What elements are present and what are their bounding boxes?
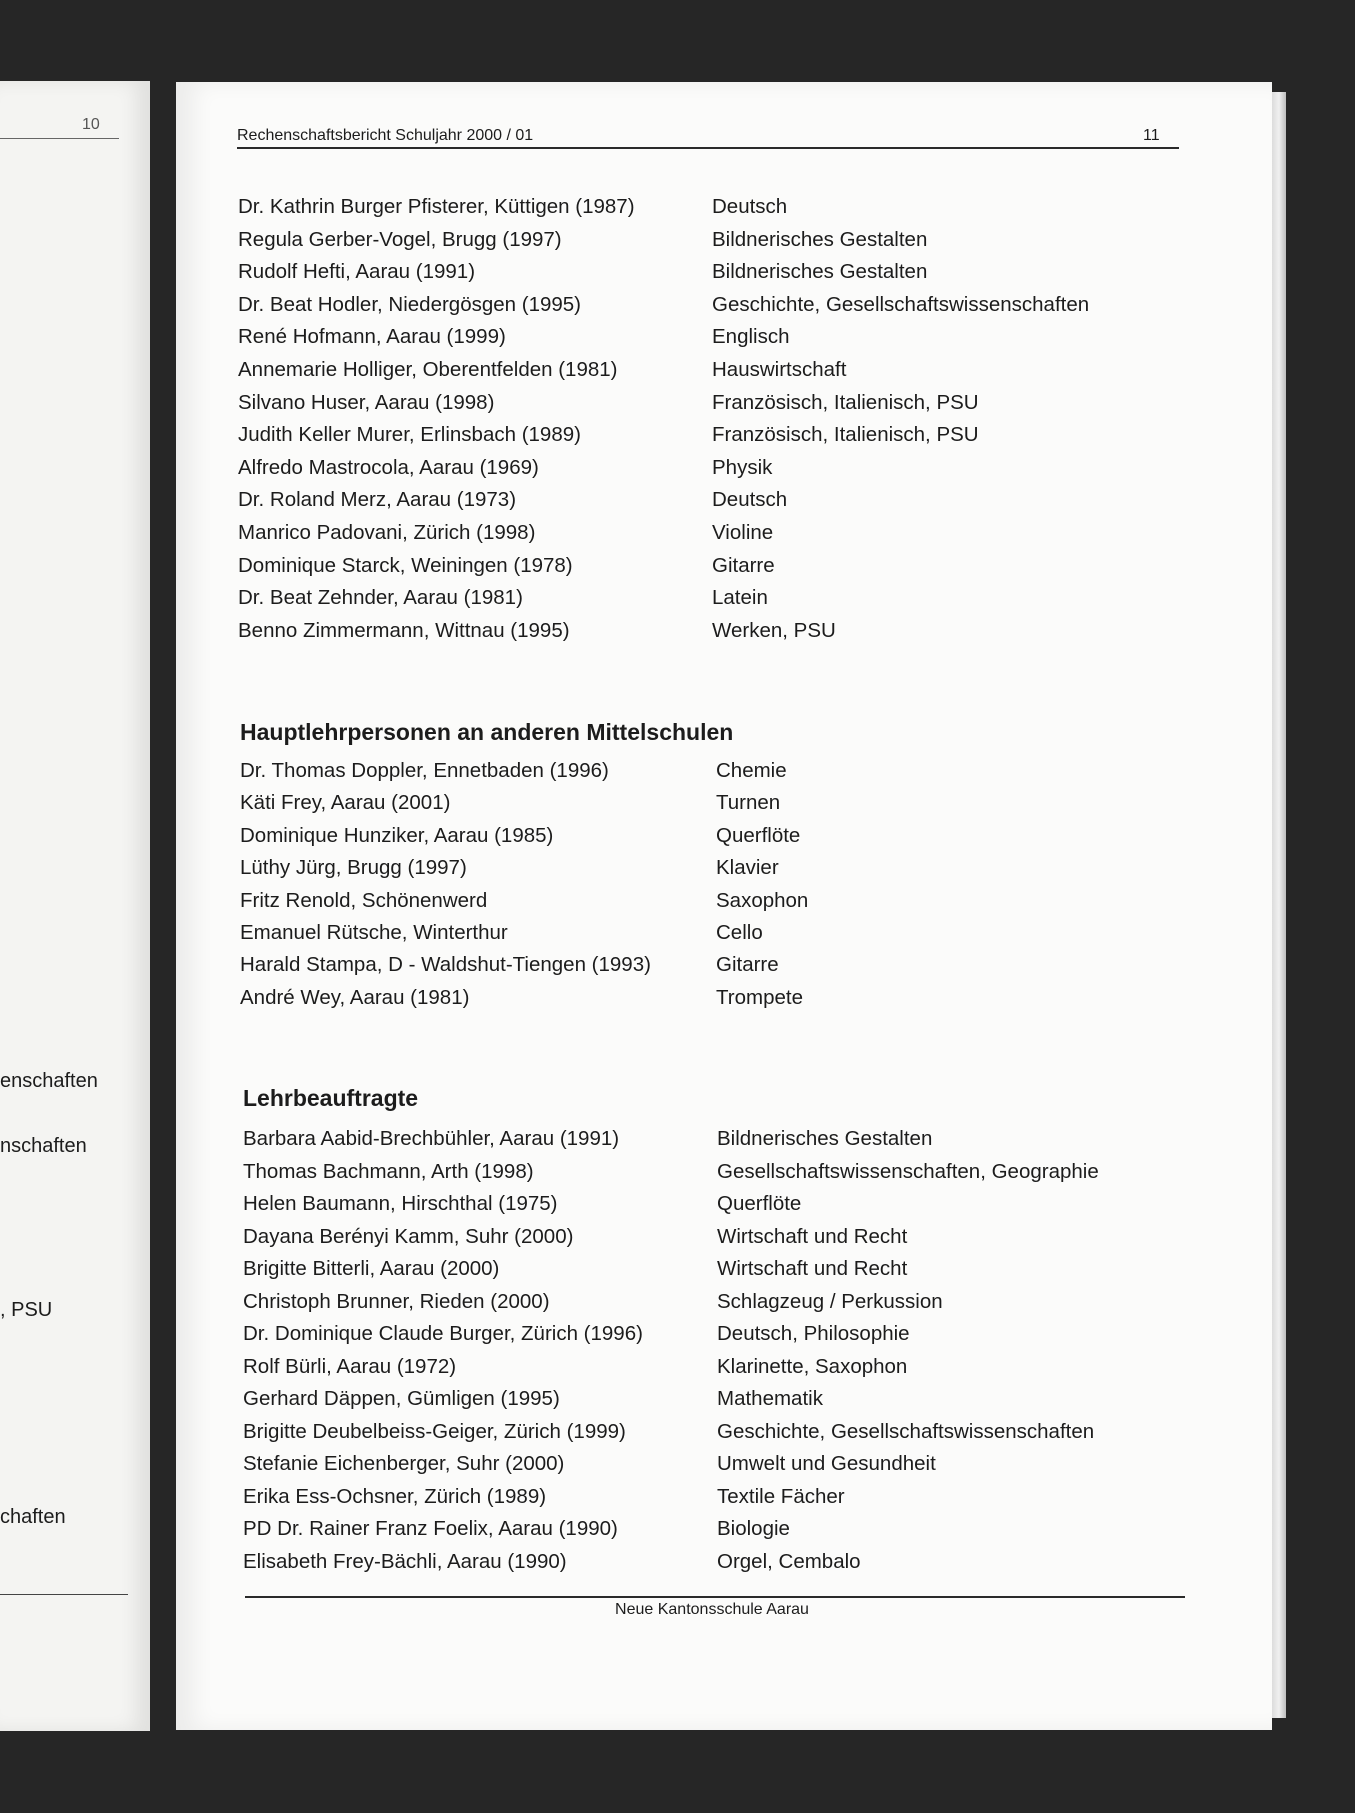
- previous-page: [0, 81, 150, 1731]
- staff-subject: Englisch: [712, 325, 790, 349]
- staff-name: Brigitte Bitterli, Aarau (2000): [243, 1257, 500, 1280]
- staff-name: Helen Baumann, Hirschthal (1975): [243, 1192, 558, 1215]
- staff-subject: Chemie: [716, 759, 787, 782]
- staff-subject: Hauswirtschaft: [712, 358, 847, 381]
- staff-name: Annemarie Holliger, Oberentfelden (1981): [238, 358, 618, 381]
- staff-name: PD Dr. Rainer Franz Foelix, Aarau (1990): [243, 1517, 618, 1540]
- page-edge: [1272, 92, 1286, 1718]
- staff-subject: Werken, PSU: [712, 618, 836, 642]
- staff-name: Erika Ess-Ochsner, Zürich (1989): [243, 1484, 547, 1508]
- staff-subject: Saxophon: [716, 888, 809, 912]
- staff-subject: Orgel, Cembalo: [717, 1549, 861, 1573]
- staff-name: Dr. Dominique Claude Burger, Zürich (1996): [243, 1322, 643, 1345]
- staff-subject: Gesellschaftswissenschaften, Geographie: [717, 1159, 1099, 1183]
- staff-name: Regula Gerber-Vogel, Brugg (1997): [238, 227, 562, 251]
- staff-name: Elisabeth Frey-Bächli, Aarau (1990): [243, 1549, 567, 1573]
- staff-name: Dominique Starck, Weiningen (1978): [238, 553, 573, 577]
- staff-name: Dr. Beat Hodler, Niedergösgen (1995): [238, 292, 582, 316]
- footer-rule: [245, 1596, 1185, 1598]
- staff-subject: Physik: [712, 455, 773, 479]
- staff-name: Rolf Bürli, Aarau (1972): [243, 1354, 457, 1378]
- staff-subject: Deutsch: [712, 488, 788, 512]
- staff-subject: Klarinette, Saxophon: [717, 1354, 908, 1378]
- staff-name: Silvano Huser, Aarau (1998): [238, 390, 495, 414]
- left-header-rule: [0, 138, 119, 139]
- staff-subject: Cello: [716, 921, 763, 944]
- header-rule: [237, 147, 1179, 149]
- footer-text: Neue Kantonsschule Aarau: [615, 1601, 809, 1618]
- left-fragment: , PSU: [0, 1299, 53, 1321]
- staff-name: Brigitte Deubelbeiss-Geiger, Zürich (1999): [243, 1419, 626, 1443]
- staff-subject: Gitarre: [712, 553, 775, 577]
- staff-subject: Mathematik: [717, 1387, 823, 1410]
- staff-subject: Umwelt und Gesundheit: [717, 1452, 936, 1475]
- staff-name: Dr. Beat Zehnder, Aarau (1981): [238, 586, 523, 610]
- staff-name: Lüthy Jürg, Brugg (1997): [240, 856, 467, 880]
- staff-subject: Bildnerisches Gestalten: [712, 260, 928, 284]
- staff-subject: Bildnerisches Gestalten: [712, 227, 928, 251]
- staff-subject: Trompete: [716, 985, 803, 1009]
- staff-name: André Wey, Aarau (1981): [240, 985, 470, 1009]
- staff-subject: Latein: [712, 586, 768, 610]
- staff-subject: Wirtschaft und Recht: [717, 1257, 908, 1280]
- left-page-number: 10: [82, 116, 100, 133]
- staff-name: Käti Frey, Aarau (2001): [240, 791, 451, 815]
- staff-name: Emanuel Rütsche, Winterthur: [240, 921, 508, 944]
- left-fragment: nschaften: [0, 1135, 87, 1157]
- staff-name: Dominique Hunziker, Aarau (1985): [240, 823, 554, 847]
- section-heading: Hauptlehrpersonen an anderen Mittelschulen: [240, 719, 734, 745]
- staff-name: Benno Zimmermann, Wittnau (1995): [238, 618, 570, 642]
- staff-name: Gerhard Däppen, Gümligen (1995): [243, 1387, 560, 1410]
- header-page-number: 11: [1143, 127, 1160, 144]
- staff-name: Christoph Brunner, Rieden (2000): [243, 1289, 550, 1313]
- staff-name: Dayana Berényi Kamm, Suhr (2000): [243, 1224, 574, 1248]
- header-title: Rechenschaftsbericht Schuljahr 2000 / 01: [237, 127, 534, 144]
- staff-name: Dr. Thomas Doppler, Ennetbaden (1996): [240, 759, 609, 782]
- staff-name: Stefanie Eichenberger, Suhr (2000): [243, 1452, 565, 1475]
- staff-subject: Gitarre: [716, 953, 779, 977]
- staff-subject: Schlagzeug / Perkussion: [717, 1289, 943, 1313]
- staff-subject: Bildnerisches Gestalten: [717, 1127, 933, 1150]
- staff-subject: Französisch, Italienisch, PSU: [712, 390, 979, 414]
- staff-subject: Turnen: [716, 791, 781, 815]
- staff-subject: Französisch, Italienisch, PSU: [712, 423, 979, 447]
- staff-subject: Querflöte: [717, 1192, 802, 1215]
- left-footer-rule: [0, 1594, 128, 1595]
- staff-subject: Biologie: [717, 1517, 790, 1540]
- section-heading: Lehrbeauftragte: [243, 1085, 419, 1111]
- staff-name: Dr. Roland Merz, Aarau (1973): [238, 488, 517, 512]
- staff-name: Alfredo Mastrocola, Aarau (1969): [238, 455, 539, 479]
- left-fragment: enschaften: [0, 1070, 98, 1092]
- staff-name: Dr. Kathrin Burger Pfisterer, Küttigen (1987): [238, 195, 635, 218]
- staff-subject: Textile Fächer: [717, 1484, 845, 1508]
- staff-subject: Querflöte: [716, 823, 801, 847]
- staff-subject: Wirtschaft und Recht: [717, 1224, 908, 1248]
- staff-name: Manrico Padovani, Zürich (1998): [238, 521, 536, 544]
- staff-subject: Geschichte, Gesellschaftswissenschaften: [717, 1419, 1095, 1443]
- staff-subject: Klavier: [716, 856, 779, 880]
- staff-subject: Geschichte, Gesellschaftswissenschaften: [712, 292, 1090, 316]
- staff-name: Thomas Bachmann, Arth (1998): [243, 1159, 534, 1183]
- document-page: [176, 82, 1272, 1730]
- staff-name: Fritz Renold, Schönenwerd: [240, 888, 488, 912]
- staff-name: Judith Keller Murer, Erlinsbach (1989): [238, 423, 581, 447]
- staff-name: Barbara Aabid-Brechbühler, Aarau (1991): [243, 1127, 620, 1150]
- staff-name: Rudolf Hefti, Aarau (1991): [238, 260, 476, 284]
- staff-name: Harald Stampa, D - Waldshut-Tiengen (1993): [240, 953, 651, 977]
- staff-subject: Deutsch, Philosophie: [717, 1322, 910, 1345]
- staff-subject: Deutsch: [712, 195, 788, 218]
- staff-name: René Hofmann, Aarau (1999): [238, 325, 506, 349]
- left-fragment: chaften: [0, 1506, 66, 1528]
- staff-subject: Violine: [712, 521, 774, 544]
